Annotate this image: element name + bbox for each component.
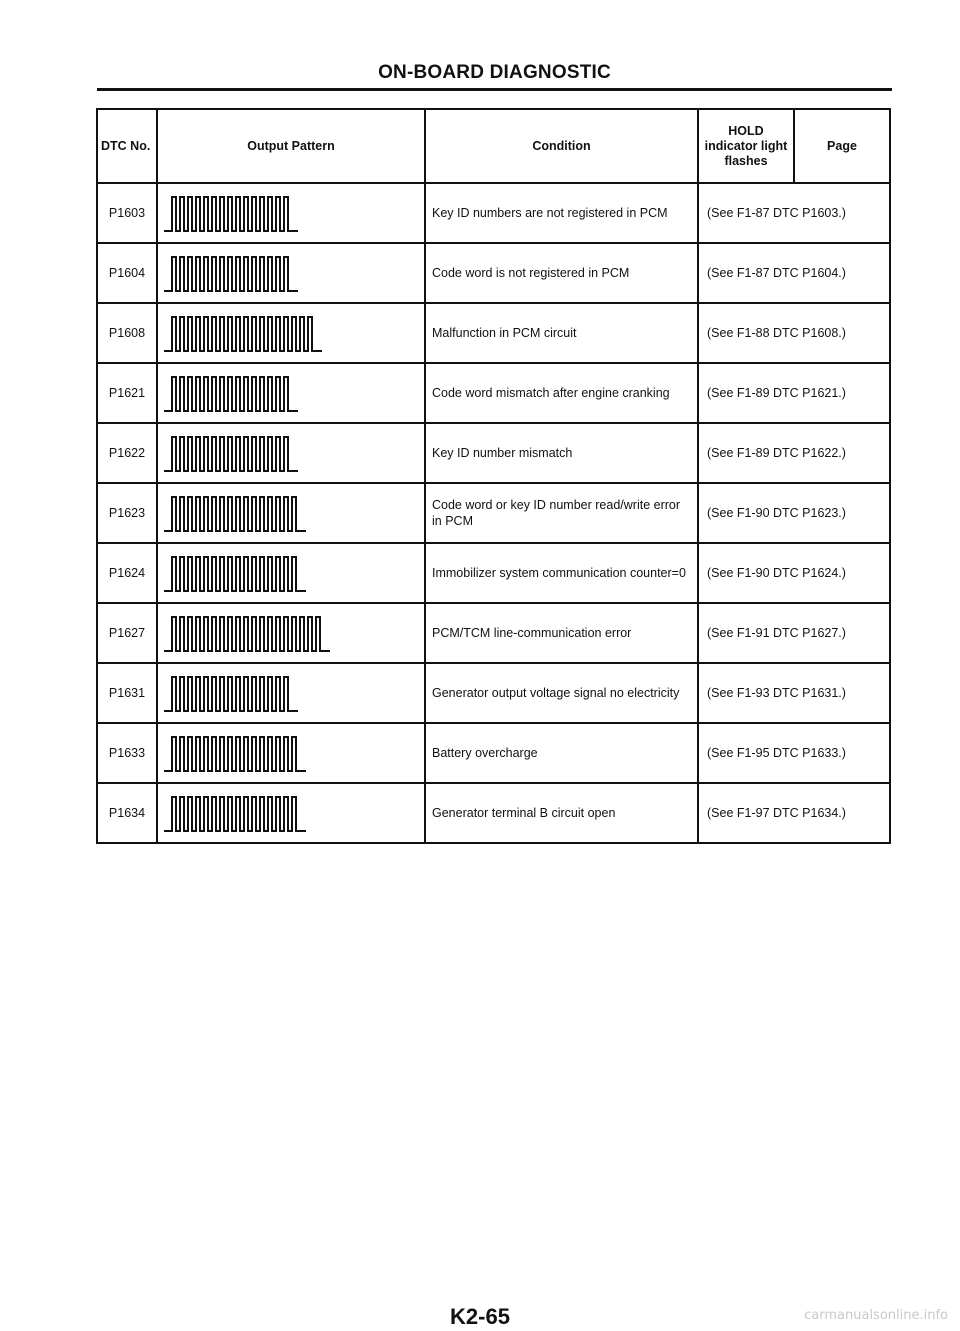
output-pattern-waveform bbox=[157, 723, 425, 783]
condition-text: Malfunction in PCM circuit bbox=[425, 303, 698, 363]
col-header-page: Page bbox=[794, 109, 890, 183]
col-header-condition: Condition bbox=[425, 109, 698, 183]
table-row bbox=[97, 423, 890, 483]
table-row bbox=[97, 603, 890, 663]
page-reference: (See F1-90 DTC P1623.) bbox=[698, 483, 890, 543]
dtc-code: P1634 bbox=[97, 783, 157, 843]
condition-text: Immobilizer system communication counter=0 bbox=[425, 543, 698, 603]
dtc-code: P1631 bbox=[97, 663, 157, 723]
col-header-hold-indicator: HOLD indicator light flashes bbox=[698, 109, 794, 183]
output-pattern-waveform bbox=[157, 243, 425, 303]
condition-text: Battery overcharge bbox=[425, 723, 698, 783]
condition-text: Code word or key ID number read/write error in PCM bbox=[425, 483, 698, 543]
page-reference: (See F1-87 DTC P1604.) bbox=[698, 243, 890, 303]
dtc-code: P1633 bbox=[97, 723, 157, 783]
condition-text: Generator output voltage signal no electricity bbox=[425, 663, 698, 723]
page-reference: (See F1-91 DTC P1627.) bbox=[698, 603, 890, 663]
dtc-code: P1604 bbox=[97, 243, 157, 303]
output-pattern-waveform bbox=[157, 603, 425, 663]
dtc-code: P1622 bbox=[97, 423, 157, 483]
dtc-code: P1603 bbox=[97, 183, 157, 243]
col-header-dtc: DTC No. bbox=[97, 109, 157, 183]
table-row bbox=[97, 543, 890, 603]
output-pattern-waveform bbox=[157, 423, 425, 483]
page-reference: (See F1-88 DTC P1608.) bbox=[698, 303, 890, 363]
dtc-code: P1621 bbox=[97, 363, 157, 423]
watermark: carmanualsonline.info bbox=[804, 1308, 948, 1323]
condition-text: Code word is not registered in PCM bbox=[425, 243, 698, 303]
dtc-code: P1624 bbox=[97, 543, 157, 603]
dtc-code: P1623 bbox=[97, 483, 157, 543]
table-row bbox=[97, 243, 890, 303]
output-pattern-waveform bbox=[157, 303, 425, 363]
page-reference: (See F1-93 DTC P1631.) bbox=[698, 663, 890, 723]
table-row bbox=[97, 363, 890, 423]
condition-text: Generator terminal B circuit open bbox=[425, 783, 698, 843]
output-pattern-waveform bbox=[157, 663, 425, 723]
page-reference: (See F1-95 DTC P1633.) bbox=[698, 723, 890, 783]
page-reference: (See F1-97 DTC P1634.) bbox=[698, 783, 890, 843]
page-reference: (See F1-89 DTC P1622.) bbox=[698, 423, 890, 483]
table-header-row bbox=[97, 109, 890, 183]
table-row bbox=[97, 303, 890, 363]
output-pattern-waveform bbox=[157, 783, 425, 843]
table-row bbox=[97, 723, 890, 783]
page-reference: (See F1-89 DTC P1621.) bbox=[698, 363, 890, 423]
table-row bbox=[97, 183, 890, 243]
condition-text: PCM/TCM line-communication error bbox=[425, 603, 698, 663]
dtc-code: P1608 bbox=[97, 303, 157, 363]
condition-text: Key ID number mismatch bbox=[425, 423, 698, 483]
table-row bbox=[97, 663, 890, 723]
page-reference: (See F1-87 DTC P1603.) bbox=[698, 183, 890, 243]
title-rule bbox=[97, 88, 892, 91]
table-row bbox=[97, 783, 890, 843]
condition-text: Key ID numbers are not registered in PCM bbox=[425, 183, 698, 243]
dtc-code: P1627 bbox=[97, 603, 157, 663]
dtc-table bbox=[96, 108, 891, 844]
page-title: ON-BOARD DIAGNOSTIC bbox=[378, 62, 611, 83]
table-row bbox=[97, 483, 890, 543]
page-reference: (See F1-90 DTC P1624.) bbox=[698, 543, 890, 603]
output-pattern-waveform bbox=[157, 363, 425, 423]
col-header-output-pattern: Output Pattern bbox=[157, 109, 425, 183]
condition-text: Code word mismatch after engine cranking bbox=[425, 363, 698, 423]
output-pattern-waveform bbox=[157, 483, 425, 543]
page-number: K2-65 bbox=[450, 1304, 510, 1329]
output-pattern-waveform bbox=[157, 543, 425, 603]
output-pattern-waveform bbox=[157, 183, 425, 243]
